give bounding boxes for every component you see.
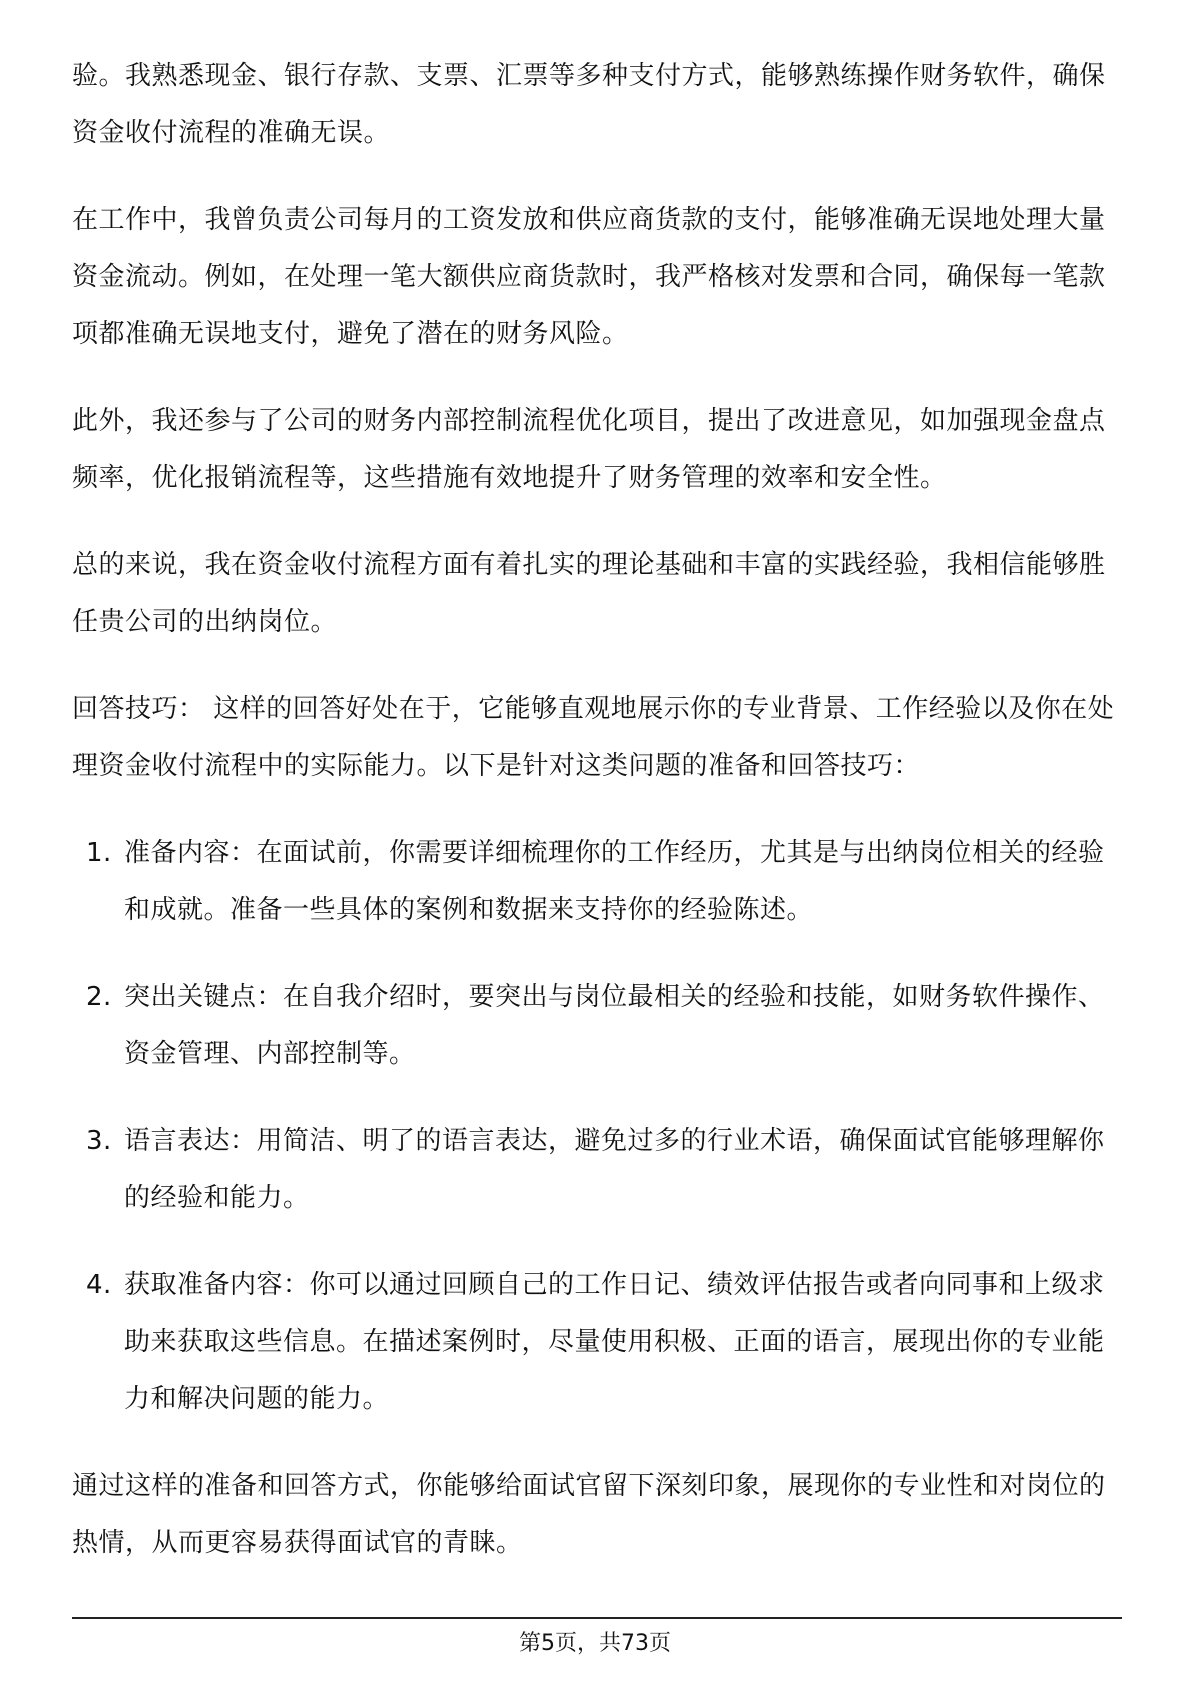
paragraph-answer-tips-intro: 回答技巧： 这样的回答好处在于，它能够直观地展示你的专业背景、工作经验以及你在处理资金收付流程中的实际能力。以下是针对这类问题的准备和回答技巧： [72, 694, 1115, 781]
list-item-number: 3. [86, 1126, 112, 1156]
list-item-text: 语言表达：用简洁、明了的语言表达，避免过多的行业术语，确保面试官能够理解你的经验和能力。 [124, 1126, 1105, 1213]
list-item-text: 准备内容：在面试前，你需要详细梳理你的工作经历，尤其是与出纳岗位相关的经验和成就。准备一些具体的案例和数据来支持你的经验陈述。 [124, 838, 1105, 925]
paragraph-work-example: 在工作中，我曾负责公司每月的工资发放和供应商货款的支付，能够准确无误地处理大量资金流动。例如，在处理一笔大额供应商货款时，我严格核对发票和合同，确保每一笔款项都准确无误地支付，避免了潜在的财务风险。 [72, 205, 1106, 349]
list-item-text: 获取准备内容：你可以通过回顾自己的工作日记、绩效评估报告或者向同事和上级求助来获取这些信息。在描述案例时，尽量使用积极、正面的语言，展现出你的专业能力和解决问题的能力。 [124, 1270, 1105, 1414]
footer-divider [72, 1617, 1122, 1619]
document-body [72, 48, 1122, 1602]
paragraph-internal-control: 此外，我还参与了公司的财务内部控制流程优化项目，提出了改进意见，如加强现金盘点频率，优化报销流程等，这些措施有效地提升了财务管理的效率和安全性。 [72, 406, 1106, 493]
paragraph-experience-continuation: 验。我熟悉现金、银行存款、支票、汇票等多种支付方式，能够熟练操作财务软件，确保资金收付流程的准确无误。 [72, 61, 1106, 148]
list-item-number: 2. [86, 982, 112, 1012]
paragraph-closing: 通过这样的准备和回答方式，你能够给面试官留下深刻印象，展现你的专业性和对岗位的热情，从而更容易获得面试官的青睐。 [72, 1471, 1106, 1558]
list-item [72, 825, 1122, 939]
list-item [72, 969, 1122, 1083]
list-item [72, 1113, 1122, 1227]
list-item-number: 1. [86, 838, 112, 868]
paragraph-summary: 总的来说，我在资金收付流程方面有着扎实的理论基础和丰富的实践经验，我相信能够胜任贵公司的出纳岗位。 [72, 550, 1106, 637]
list-item-number: 4. [86, 1270, 112, 1300]
list-item [72, 1257, 1122, 1428]
tips-list [72, 825, 1122, 1428]
list-item-text: 突出关键点：在自我介绍时，要突出与岗位最相关的经验和技能，如财务软件操作、资金管理、内部控制等。 [124, 982, 1105, 1069]
page-number: 第5页，共73页 [519, 1631, 671, 1656]
